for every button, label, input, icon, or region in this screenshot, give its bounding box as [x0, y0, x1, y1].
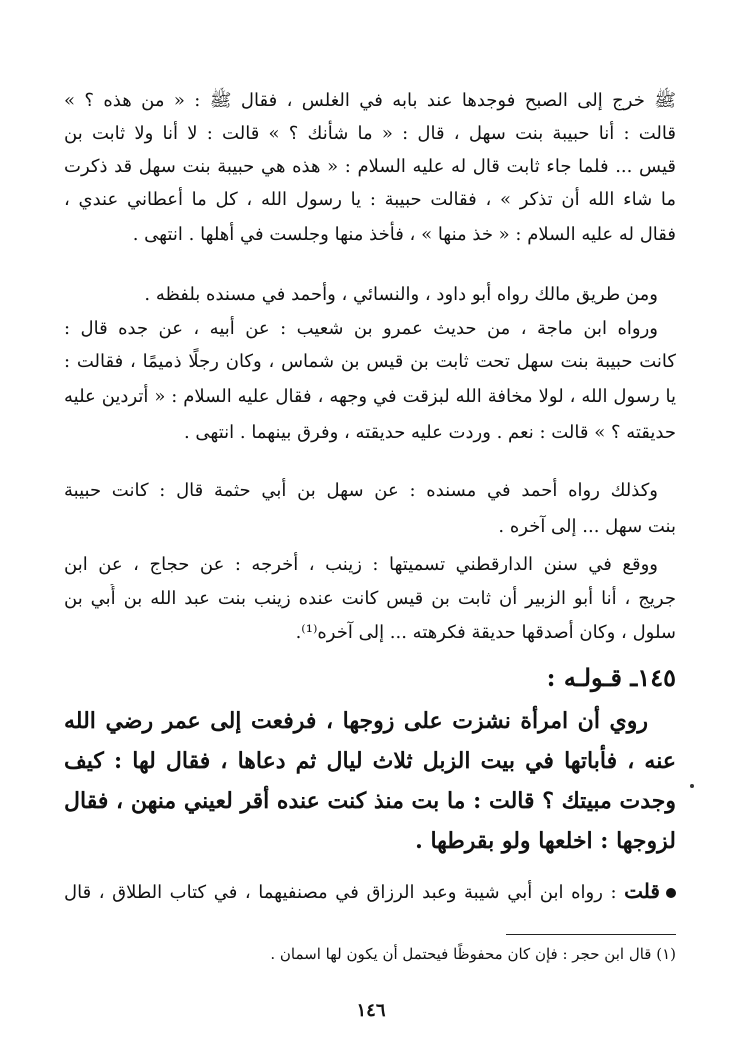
- text-line: جريج ، أنا أبو الزبير أن ثابت بن قيس كانت عنده زينب بنت عبد الله بن أُبي بن: [64, 588, 676, 609]
- text-line: حديقته ؟ » قالت : نعم . وردت عليه حديقته ، وفرق بينهما . انتهى .: [183, 422, 676, 443]
- text-line: قالت : أنا حبيبة بنت سهل ، قال : « ما شأنك ؟ » قالت : لا أنا ولا ثابت بن: [64, 123, 676, 144]
- bold-text-line: عنه ، فأباتها في بيت الزبل ثلاث ليال ثم دعاها ، فقال لها : كيف: [64, 748, 676, 774]
- text-line: ورواه ابن ماجة ، من حديث عمرو بن شعيب : عن أبيه ، عن جده قال :: [64, 318, 658, 339]
- page-number: ١٤٦: [356, 1000, 386, 1021]
- text-line: ووقع في سنن الدارقطني تسميتها : زينب ، أخرجه : عن حجاج ، عن ابن: [64, 554, 658, 575]
- bold-text-line: لزوجها : اخلعها ولو بقرطها .: [415, 828, 676, 854]
- margin-mark: [690, 784, 694, 788]
- text-line: ﷺ خرج إلى الصبح فوجدها عند بابه في الغلس ، فقال ﷺ : « من هذه ؟ »: [64, 90, 676, 111]
- text-line: ومن طريق مالك رواه أبو داود ، والنسائي ، وأحمد في مسنده بلفظه .: [144, 284, 658, 305]
- commentary-line: [64, 876, 676, 908]
- text-line: ما شاء الله أن تذكر » ، فقالت حبيبة : يا رسول الله ، كل ما أعطاني عندي ،: [64, 189, 676, 210]
- text-line: كانت حبيبة بنت سهل تحت ثابت بن قيس بن شماس ، وكان رجلًا ذميمًا ، فقالت :: [64, 351, 676, 372]
- text-line: يا رسول الله ، لولا مخافة الله لبزقت في وجهه ، فقال عليه السلام : « أتردين عليه: [64, 386, 676, 407]
- text-line: قيس ... فلما جاء ثابت قال له عليه السلام : « هذه هي حبيبة بنت سهل قد ذكرت: [64, 156, 676, 177]
- section-heading: ١٤٥ـ قـولـه :: [546, 663, 676, 692]
- footnote: (١) قال ابن حجر : فإن كان محفوظًا فيحتمل أن يكون لها اسمان .: [270, 945, 676, 963]
- bullet-icon: [666, 888, 676, 898]
- bold-text-line: وجدت مبيتك ؟ قالت : ما بت منذ كنت عنده أقر لعيني منهن ، فقال: [64, 788, 676, 814]
- commentary-text: : رواه ابن أبي شيبة وعبد الرزاق في مصنفيهما ، في كتاب الطلاق ، قال: [64, 882, 617, 903]
- text-line: بنت سهل ... إلى آخره .: [498, 516, 676, 537]
- text-line: سلول ، وكان أصدقها حديقة فكرهته ... إلى آخره⁽¹⁾.: [295, 622, 676, 643]
- qult-label: قلت: [624, 879, 660, 903]
- footnote-divider: [506, 934, 676, 935]
- text-line: فقال له عليه السلام : « خذ منها » ، فأخذ منها وجلست في أهلها . انتهى .: [132, 224, 676, 245]
- text-line: وكذلك رواه أحمد في مسنده : عن سهل بن أبي حثمة قال : كانت حبيبة: [64, 480, 658, 501]
- bold-text-line: روي أن امرأة نشزت على زوجها ، فرفعت إلى عمر رضي الله: [64, 708, 648, 734]
